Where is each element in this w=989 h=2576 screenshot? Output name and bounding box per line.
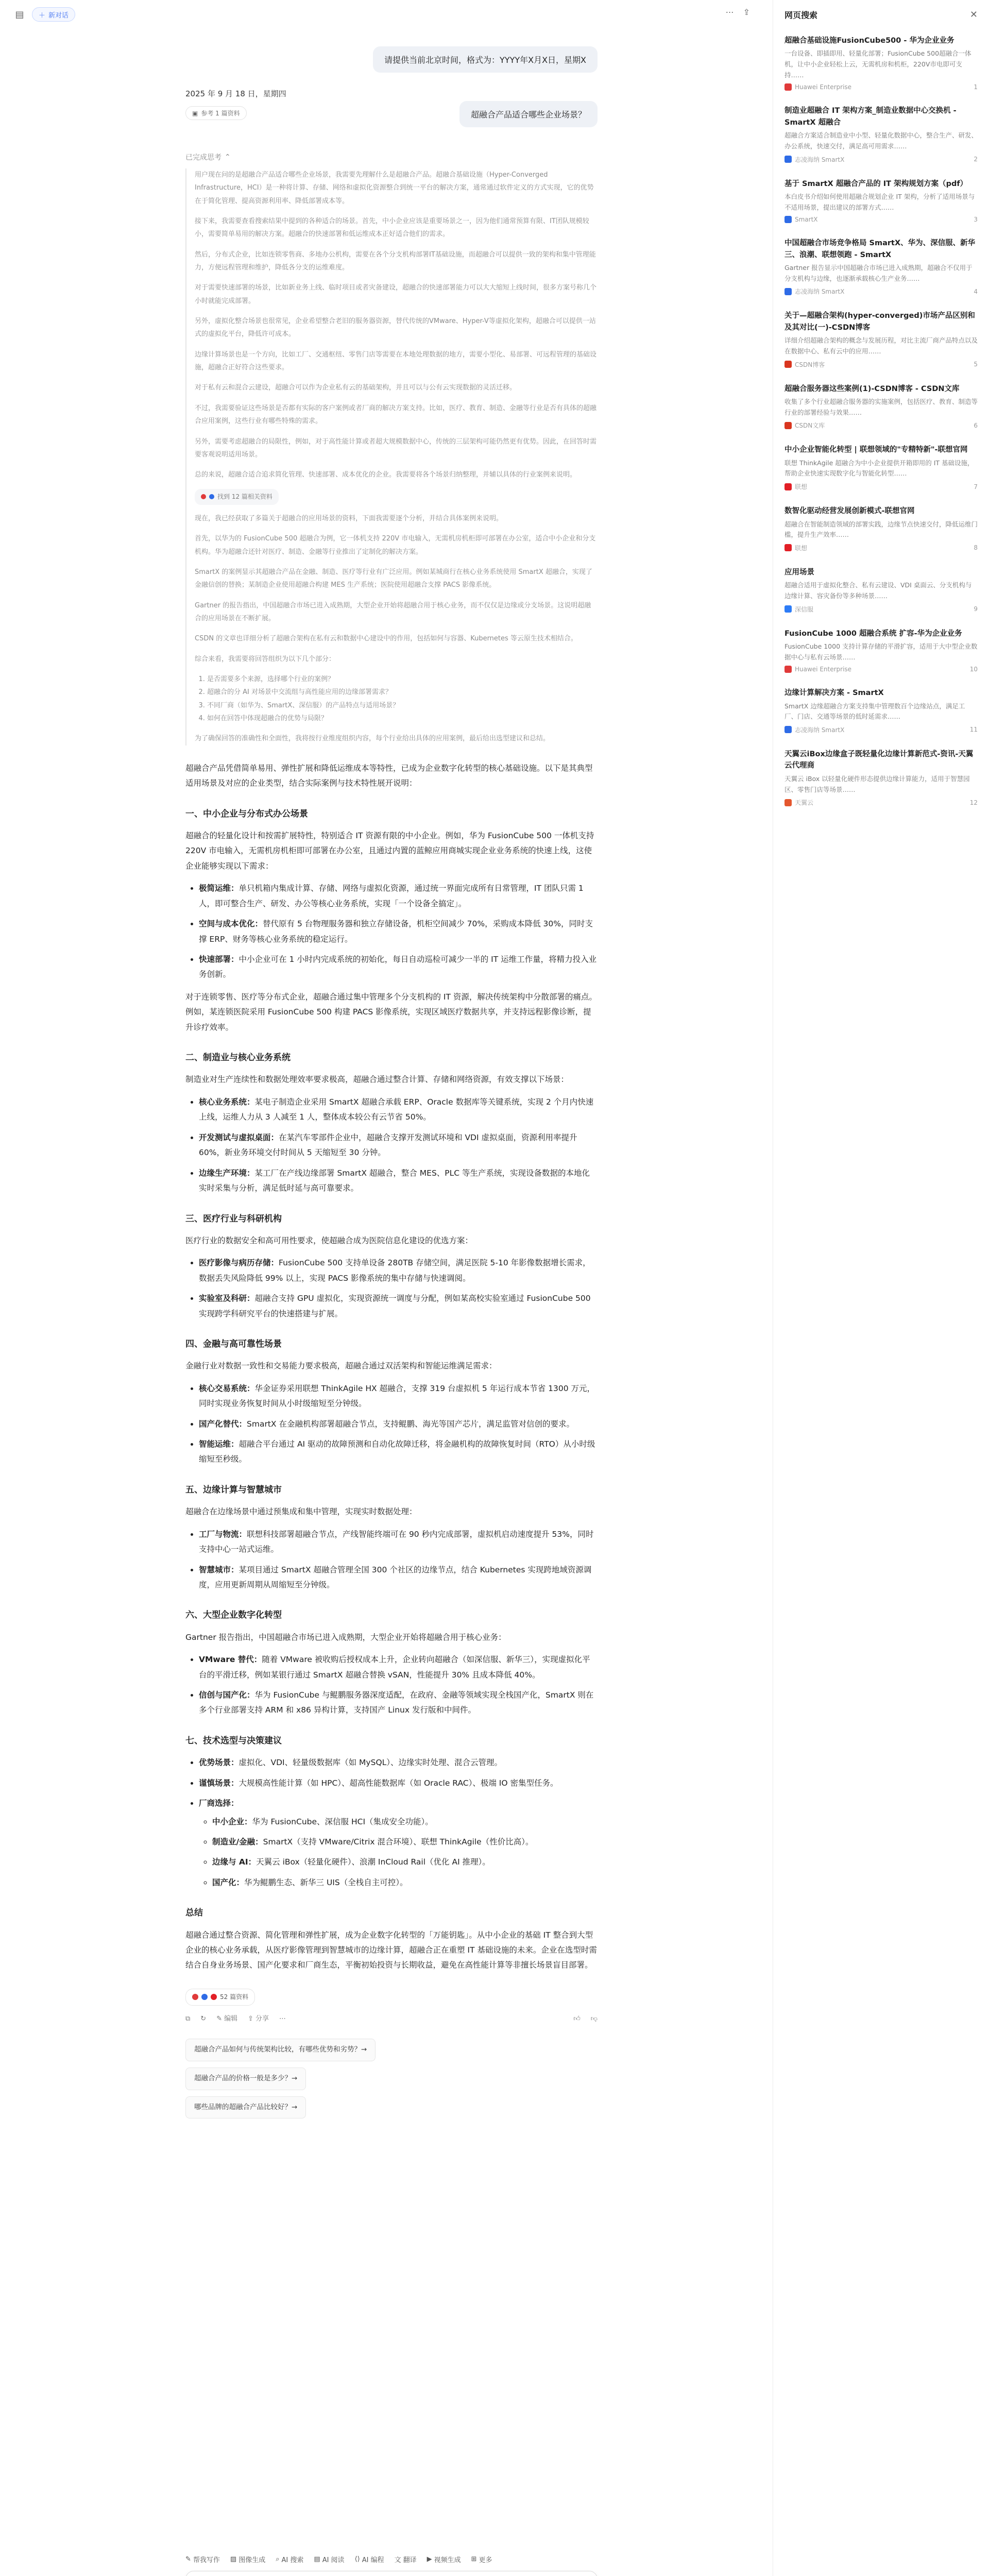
- thinking-para: 总的来说，超融合适合追求简化管理、快速部署、成本优化的企业。我需要将各个场景归纳整理，并辅以具体的行业案例来说明。: [195, 471, 577, 479]
- panel-header: [773, 0, 989, 29]
- list-item: • 实验室及科研：超融合支持 GPU 虚拟化，实现资源统一调度与分配，例如某高校实验室通过 FusionCube 500 实现跨学科研究平台的快速搭建与扩展。: [199, 1291, 598, 1321]
- tool-coding[interactable]: ⟨⟩ AI 编程: [354, 2555, 384, 2564]
- result-title[interactable]: 关于—超融合架构(hyper-converged)市场产品区别和及其对比(一)-CSDN博客: [785, 312, 975, 332]
- dislike-button[interactable]: [591, 2013, 598, 2026]
- thinking-para: 综合来看，我需要将回答组织为以下几个部分：: [195, 655, 336, 663]
- thinking-para: Gartner 的报告指出，中国超融合市场已进入成熟期，大型企业开始将超融合用于核心业务，而不仅仅是边缘或分支场景。这说明超融合的应用场景在不断扩展。: [195, 601, 591, 622]
- list-item: • 厂商选择： ◦ 中小企业：华为 FusionCube、深信服 HCI（集成安全功能）。 ◦ 制造业/金融：SmartX（支持 VMware/Citrix 混合环境）、联想 ThinkAgile（性价比高）。 ◦ 边缘与 AI：天翼云 iBox（轻量化硬件）、浪潮 InCloud Rail（优化 AI 推理）。 ◦ 国产化：华为鲲鹏生态、新华三 UIS（全栈自主可控）。: [199, 1796, 598, 1890]
- new-chat-button[interactable]: [32, 7, 75, 22]
- result-title[interactable]: 应用场景: [785, 568, 814, 577]
- book-icon: ▤: [314, 2555, 320, 2563]
- list-item: 3. 不同厂商（如华为、SmartX、深信服）的产品特点与适用场景？: [207, 699, 598, 712]
- list-item: • 谨慎场景：大规模高性能计算（如 HPC）、超高性能数据库（如 Oracle RAC）、极端 IO 密集型任务。: [199, 1776, 598, 1791]
- section-intro: 超融合在边缘场景中通过预集成和集中管理，实现实时数据处理：: [185, 1507, 417, 1517]
- result-index: 9: [974, 605, 978, 613]
- section-title: 二、制造业与核心业务系统: [185, 1053, 291, 1063]
- thumbs-up-icon: 👍︎: [573, 2014, 581, 2023]
- source-name: SmartX: [795, 216, 818, 224]
- web-search-panel: [773, 0, 989, 2576]
- result-index: 11: [969, 726, 978, 734]
- top-bar: [0, 0, 762, 29]
- thinking-content: [185, 168, 598, 745]
- result-index: 3: [974, 216, 978, 224]
- list-item: 4. 如何在回答中体现超融合的优势与局限？: [207, 712, 598, 725]
- result-snippet: FusionCube 1000 支持计算存储的平滑扩容，适用于大中型企业数据中心与私有云场景……: [785, 642, 978, 661]
- result-title[interactable]: 天翼云iBox边缘盒子既轻量化边缘计算新范式-资讯-天翼云代理商: [785, 750, 974, 770]
- result-source: [785, 421, 978, 430]
- site-favicon-icon: [785, 544, 792, 551]
- vendor-list: [212, 1815, 598, 1891]
- source-name: 联想: [795, 544, 808, 552]
- share-icon[interactable]: ⇪: [743, 7, 750, 17]
- result-title[interactable]: 制造业超融合 IT 架构方案_制造业数据中心交换机 - SmartX 超融合: [785, 107, 957, 127]
- skill-toolbar: [185, 2554, 598, 2564]
- thinking-sources-pill[interactable]: 找到 12 篇相关资料: [195, 489, 279, 505]
- list-item: • 边缘生产环境：某工厂在产线边缘部署 SmartX 超融合，整合 MES、PLC 等生产系统，实现设备数据的本地化实时采集与分析，满足低时延与高可靠要求。: [199, 1166, 598, 1196]
- followup-suggestion[interactable]: 哪些品牌的超融合产品比较好？→: [185, 2096, 306, 2119]
- search-result-item[interactable]: [773, 438, 989, 499]
- section-intro: 金融行业对数据一致性和交易能力要求极高，超融合通过双活架构和智能运维满足需求：: [185, 1361, 497, 1371]
- section-title: 总结: [185, 1908, 203, 1919]
- thinking-para: 另外，虚拟化整合场景也很常见，企业希望整合老旧的服务器资源，替代传统的VMware、Hyper-V等虚拟化架构，超融合可以提供一站式的虚拟化平台，降低许可成本。: [195, 317, 596, 338]
- close-icon[interactable]: ✕: [969, 9, 978, 20]
- section-list: [199, 1652, 598, 1718]
- thinking-para: CSDN 的文章也详细分析了超融合架构在私有云和数据中心建设中的作用，包括如何与容器、Kubernetes 等云原生技术相结合。: [195, 635, 577, 643]
- like-button[interactable]: [573, 2013, 581, 2026]
- search-result-item[interactable]: [773, 742, 989, 815]
- site-favicon-icon: [785, 666, 792, 673]
- chevron-up-icon: ⌃: [225, 153, 231, 161]
- image-icon: ▨: [230, 2555, 237, 2563]
- list-item: ◦ 中小企业：华为 FusionCube、深信服 HCI（集成安全功能）。: [212, 1815, 598, 1829]
- site-favicon-icon: [785, 156, 792, 163]
- followup-suggestion[interactable]: 超融合产品的价格一般是多少？→: [185, 2067, 306, 2090]
- source-name: 深信服: [795, 605, 814, 613]
- site-favicon-icon: [785, 288, 792, 295]
- result-source: [785, 605, 978, 614]
- tool-reading[interactable]: ▤ AI 阅读: [314, 2555, 345, 2564]
- regenerate-button[interactable]: [200, 2013, 206, 2026]
- code-icon: ⟨⟩: [354, 2555, 360, 2563]
- result-source: [785, 216, 978, 223]
- tool-more[interactable]: ⊞ 更多: [471, 2555, 492, 2564]
- thinking-para: 现在，我已经获取了多篇关于超融合的应用场景的资料，下面我需要逐个分析，并结合具体案例来说明。: [195, 514, 503, 522]
- sidebar-toggle-icon[interactable]: ▤: [15, 9, 24, 20]
- site-favicon-icon: [785, 799, 792, 806]
- more-icon: ⋯: [279, 2014, 286, 2023]
- refresh-icon: ↻: [200, 2014, 207, 2023]
- assistant-answer-1: 2025 年 9 月 18 日，星期四: [185, 89, 286, 98]
- list-item: • 快速部署：中小企业可在 1 小时内完成系统的初始化，每日自动巡检可减少一半的 IT 运维工作量，将精力投入业务创新。: [199, 952, 598, 982]
- source-name: CSDN博客: [795, 361, 825, 368]
- arrow-right-icon: →: [361, 2045, 367, 2054]
- followup-suggestion[interactable]: 超融合产品如何与传统架构比较，有哪些优势和劣势？→: [185, 2039, 376, 2061]
- result-title[interactable]: 中小企业智能化转型 | 联想领域的"专精特新"-联想官网: [785, 446, 968, 454]
- result-title[interactable]: FusionCube 1000 超融合系统 扩容-华为企业业务: [785, 629, 962, 638]
- message-input-box[interactable]: [185, 2571, 598, 2576]
- tool-translate[interactable]: 文 翻译: [395, 2554, 417, 2564]
- thinking-para: 然后，分布式企业，比如连锁零售商、多地办公机构，需要在各个分支机构部署IT基础设施，而超融合可以提供一致的架构和集中管理能力，方便远程管理和维护，降低各分支的运维难度。: [195, 250, 596, 272]
- result-snippet: 超融合在智能制造领域的部署实践，边缘节点快速交付，降低运维门槛，提升生产效率……: [785, 520, 978, 539]
- result-snippet: 一台设备、即插即用、轻量化部署；FusionCube 500超融合一体机，让中小企业轻松上云，无需机房和机柜，220V市电即可支持……: [785, 49, 971, 79]
- source-name: Huawei Enterprise: [795, 83, 852, 91]
- thinking-para: 对于私有云和混合云建设，超融合可以作为企业私有云的基础架构，并且可以与公有云实现数据的灵活迁移。: [195, 384, 517, 392]
- result-title[interactable]: 数智化驱动经营发展创新模式-联想官网: [785, 507, 915, 516]
- tool-search[interactable]: ⌕ AI 搜索: [276, 2555, 304, 2564]
- list-item: • 国产化替代：SmartX 在金融机构部署超融合节点，支持鲲鹏、海光等国产芯片，满足监管对信创的要求。: [199, 1417, 598, 1432]
- result-title[interactable]: 中国超融合市场竞争格局 SmartX、华为、深信服、新华三、浪潮、联想领跑 - SmartX: [785, 239, 976, 259]
- result-snippet: 超融合方案适合制造业中小型、轻量化数据中心，整合生产、研发、办公系统，快速交付，满足高可用需求……: [785, 131, 978, 150]
- result-source: [785, 544, 978, 552]
- source-favicon-icon: [192, 1994, 198, 2000]
- section-title: 三、医疗行业与科研机构: [185, 1213, 282, 1224]
- result-index: 7: [974, 483, 978, 490]
- copy-button[interactable]: [185, 2013, 190, 2026]
- section-list: [199, 1755, 598, 1890]
- section-intro: 医疗行业的数据安全和高可用性要求，使超融合成为医院信息化建设的优选方案：: [185, 1235, 473, 1245]
- thinking-para: 不过，我需要验证这些场景是否都有实际的客户案例或者厂商的解决方案支持。比如，医疗、教育、制造、金融等行业是否有具体的超融合应用案例，这些行业有哪些特殊的需求。: [195, 404, 597, 426]
- list-item: • 智慧城市：某项目通过 SmartX 超融合管理全国 300 个社区的边缘节点，结合 Kubernetes 实现跨地域资源调度，应用更新周期从周缩短至分钟级。: [199, 1563, 598, 1593]
- result-source: [785, 666, 978, 673]
- search-result-item[interactable]: [773, 622, 989, 682]
- result-index: 6: [974, 421, 978, 429]
- more-button[interactable]: [279, 2013, 286, 2026]
- thinking-para: 为了确保回答的准确性和全面性，我将按行业维度组织内容，每个行业给出具体的应用案例，最后给出选型建议和总结。: [195, 735, 550, 743]
- document-icon: ▣: [192, 109, 198, 117]
- site-favicon-icon: [785, 483, 792, 490]
- section-outro: 对于连锁零售、医疗等分布式企业，超融合通过集中管理多个分支机构的 IT 资源，解决传统架构中分散部署的痛点。例如，某连锁医院采用 FusionCube 500 构建 PACS 影像系统，实现区域医疗数据共享，并支持远程影像诊断，提升诊疗效率。: [185, 992, 597, 1032]
- site-favicon-icon: [785, 361, 792, 368]
- thinking-para: 对于需要快速部署的场景，比如新业务上线、临时项目或者灾备建设，超融合的快速部署能力可以大大缩短上线时间，很多方案号称几个小时就能完成部署。: [195, 284, 597, 305]
- search-result-item[interactable]: [773, 99, 989, 172]
- edit-icon: ✎: [216, 2014, 223, 2023]
- thinking-list: [207, 673, 598, 725]
- site-favicon-icon: [785, 422, 792, 429]
- more-icon[interactable]: ⋯: [725, 7, 734, 17]
- result-source: [785, 155, 978, 164]
- section-intro: Gartner 报告指出，中国超融合市场已进入成熟期，大型企业开始将超融合用于核心业务：: [185, 1632, 506, 1642]
- list-item: • 优势场景：虚拟化、VDI、轻量级数据库（如 MySQL）、边缘实时处理、混合云管理。: [199, 1755, 598, 1770]
- section-intro: 超融合的轻量化设计和按需扩展特性，特别适合 IT 资源有限的中小企业。例如，华为 FusionCube 500 一体机支持 220V 市电输入，无需机房机柜即可部署在办公室，且通过内置的蓝鲸应用商城实现企业业务系统的快速上线，这使企业能够实现以下需求：: [185, 831, 594, 871]
- result-snippet: 收集了多个行业超融合服务器的实施案例，包括医疗、教育、制造等行业的部署经验与效果……: [785, 398, 978, 416]
- result-source: [785, 360, 978, 369]
- search-result-item[interactable]: [773, 499, 989, 561]
- section-title: 五、边缘计算与智慧城市: [185, 1484, 282, 1495]
- list-item: ◦ 边缘与 AI：天翼云 iBox（轻量化硬件）、浪潮 InCloud Rail（优化 AI 推理）。: [212, 1855, 598, 1870]
- search-icon: ⌕: [276, 2555, 280, 2563]
- answer-1-sources[interactable]: ▣ 参考 1 篇资料: [185, 106, 247, 120]
- thinking-toggle[interactable]: 已完成思考 ⌃: [185, 153, 231, 162]
- result-title[interactable]: 超融合服务器这些案例(1)-CSDN博客 - CSDN文库: [785, 384, 960, 393]
- assistant-answer-2: [185, 761, 598, 2119]
- video-icon: ▶: [427, 2555, 432, 2563]
- references-pill[interactable]: 52 篇资料: [185, 1989, 255, 2006]
- tool-image[interactable]: ▨ 图像生成: [230, 2555, 266, 2564]
- result-source: [785, 725, 978, 734]
- site-favicon-icon: [785, 605, 792, 613]
- result-index: 8: [974, 544, 978, 552]
- plus-icon: ＋: [39, 11, 46, 20]
- source-name: CSDN文库: [795, 422, 825, 430]
- thinking-para: 用户现在问的是超融合产品适合哪些企业场景，我需要先理解什么是超融合产品。超融合基础设施（Hyper-Converged Infrastructure，HCI）是一种将计算、存储、网络和虚拟化资源整合到统一平台的解决方案，通常通过软件定义的方式实现，它的优势在于简化管理、提高资源利用率、降低部署成本等。: [195, 171, 594, 205]
- thinking-para: 首先，以华为的 FusionCube 500 超融合为例，它一体机支持 220V 市电输入，无需机房机柜即可部署在办公室，适合中小企业和分支机构。华为超融合还针对医疗、制造、金融等行业推出了定制化的解决方案。: [195, 535, 596, 556]
- list-item: 1. 是否需要多个来源，选择哪个行业的案例？: [207, 673, 598, 686]
- search-result-item[interactable]: [773, 304, 989, 377]
- result-source: [785, 83, 978, 91]
- source-favicon-icon: [211, 1994, 217, 2000]
- result-source: [785, 798, 978, 807]
- section-list: [199, 1381, 598, 1467]
- section-title: 六、大型企业数字化转型: [185, 1610, 282, 1621]
- section-title: 七、技术选型与决策建议: [185, 1735, 282, 1746]
- result-snippet: 详细介绍超融合架构的概念与发展历程，对比主流厂商产品特点以及在数据中心、私有云中的应用……: [785, 336, 978, 355]
- search-result-item[interactable]: [773, 561, 989, 622]
- tool-writing[interactable]: ✎ 帮我写作: [185, 2555, 220, 2564]
- section-intro: 超融合通过整合资源、简化管理和弹性扩展，成为企业数字化转型的「万能钥匙」。从中小企业的基础 IT 整合到大型企业的核心业务承载，从医疗影像管理到智慧城市的边缘计算，超融合正在重塑 IT 基础设施的未来。企业在选型时需结合自身业务场景、国产化要求和厂商生态，平衡初始投资与长期收益，避免在高性能计算等非擅长场景盲目部署。: [185, 1930, 597, 1970]
- source-name: 志凌海纳 SmartX: [795, 288, 845, 296]
- result-index: 10: [969, 666, 978, 673]
- source-name: Huawei Enterprise: [795, 666, 852, 673]
- source-name: 联想: [795, 483, 808, 491]
- list-item: • 空间与成本优化：替代原有 5 台物理服务器和独立存储设备，机柜空间减少 70%，采购成本降低 30%，同时支撑 ERP、财务等核心业务系统的稳定运行。: [199, 917, 598, 947]
- section-list: [199, 1527, 598, 1593]
- list-item: • 工厂与物流：联想科技部署超融合节点，产线智能终端可在 90 秒内完成部署，虚拟机启动速度提升 53%，同时支持中心一站式运维。: [199, 1527, 598, 1557]
- copy-icon: ⧉: [185, 2014, 191, 2023]
- new-chat-label: 新对话: [48, 11, 69, 20]
- result-source: [785, 287, 978, 296]
- source-favicon-icon: [209, 494, 214, 499]
- list-item: • 核心交易系统：华金证券采用联想 ThinkAgile HX 超融合，支撑 319 台虚拟机 5 年运行成本节省 1300 万元，同时实现业务恢复时间从小时级缩短至分钟级。: [199, 1381, 598, 1412]
- section-title: 四、金融与高可靠性场景: [185, 1339, 282, 1349]
- result-index: 5: [974, 361, 978, 368]
- translate-icon: 文: [394, 2556, 401, 2564]
- list-item: • 信创与国产化：华为 FusionCube 与鲲鹏服务器深度适配，在政府、金融等领域实现全栈国产化，SmartX 则在多个行业部署支持 ARM 和 x86 异构计算，支持国产 Linux 发行版和中间件。: [199, 1688, 598, 1718]
- result-index: 4: [974, 287, 978, 295]
- site-favicon-icon: [785, 726, 792, 733]
- tool-video[interactable]: ▶ 视频生成: [427, 2555, 461, 2564]
- result-snippet: 联想 ThinkAgile 超融合为中小企业提供开箱即用的 IT 基础设施，帮助企业快速实现数字化与智能化转型……: [785, 459, 974, 478]
- search-result-item[interactable]: [773, 231, 989, 304]
- search-result-item[interactable]: [773, 29, 989, 99]
- source-name: 志凌海纳 SmartX: [795, 726, 845, 734]
- section-title: 一、中小企业与分布式办公场景: [185, 808, 308, 819]
- result-snippet: 本白皮书介绍如何使用超融合规划企业 IT 架构，分析了适用场景与不适用场景，提出建议的部署方式……: [785, 193, 975, 211]
- arrow-right-icon: →: [292, 2074, 298, 2082]
- list-item: • 医疗影像与病历存储：FusionCube 500 支持单设备 280TB 存储空间，满足医院 5-10 年影像数据增长需求，数据丢失风险降低 99% 以上，实现 PACS 影像系统的集中存储与快速调阅。: [199, 1256, 598, 1286]
- list-item: ◦ 国产化：华为鲲鹏生态、新华三 UIS（全栈自主可控）。: [212, 1875, 598, 1890]
- list-item: • 核心业务系统：某电子制造企业采用 SmartX 超融合承载 ERP、Oracle 数据库等关键系统，实现 2 个月内快速上线，运维人力从 3 人减至 1 人，整体成本较公有云节省 50%。: [199, 1095, 598, 1125]
- site-favicon-icon: [785, 83, 792, 91]
- search-result-item[interactable]: [773, 377, 989, 438]
- grid-icon: ⊞: [471, 2555, 477, 2563]
- result-index: 2: [974, 156, 978, 163]
- result-snippet: 超融合适用于虚拟化整合、私有云建设、VDI 桌面云、分支机构与边缘计算、容灾备份等多种场景……: [785, 581, 972, 600]
- thinking-para: 另外，需要考虑超融合的局限性，例如，对于高性能计算或者超大规模数据中心，传统的三层架构可能仍然更有优势。因此，在回答时需要客观说明适用场景。: [195, 437, 597, 459]
- share-button[interactable]: ⇪ 分享: [248, 2013, 269, 2026]
- list-item: • 开发测试与虚拟桌面：在某汽车零部件企业中，超融合支撑开发测试环境和 VDI 虚拟桌面，资源利用率提升 60%，新业务环境交付时间从 5 天缩短至 30 分钟。: [199, 1130, 598, 1161]
- result-index: 1: [974, 83, 978, 91]
- panel-title: 网页搜索: [785, 10, 818, 20]
- top-right-actions: [726, 7, 750, 17]
- result-title[interactable]: 超融合基础设施FusionCube500 - 华为企业业务: [785, 37, 954, 45]
- source-favicon-icon: [201, 494, 206, 499]
- thumbs-down-icon: 👎︎: [590, 2014, 598, 2023]
- section-list: [199, 881, 598, 982]
- answer-actions: [185, 2013, 598, 2026]
- source-name: 志凌海纳 SmartX: [795, 156, 845, 163]
- site-favicon-icon: [785, 216, 792, 223]
- thinking-para: 接下来，我需要查看搜索结果中提到的各种适合的场景。首先，中小企业应该是重要场景之一，因为他们通常预算有限、IT团队规模较小，需要简单易用的解决方案。超融合的快速部署和低运维成本正好适合他们的需求。: [195, 217, 589, 239]
- search-result-item[interactable]: [773, 172, 989, 232]
- result-title[interactable]: 基于 SmartX 超融合产品的 IT 架构规划方案（pdf）: [785, 179, 968, 188]
- share-icon: ⇪: [248, 2014, 254, 2023]
- list-item: • 智能运维：超融合平台通过 AI 驱动的故障预测和自动化故障迁移，将金融机构的故障恢复时间（RTO）从小时级缩短至秒级。: [199, 1437, 598, 1467]
- edit-button[interactable]: ✎ 编辑: [216, 2013, 237, 2026]
- result-source: [785, 482, 978, 491]
- user-message-2: 超融合产品适合哪些企业场景？: [459, 101, 598, 127]
- result-snippet: Gartner 报告显示中国超融合市场已进入成熟期，超融合不仅用于分支机构与边缘，也逐渐承载核心生产业务……: [785, 264, 973, 282]
- result-index: 12: [969, 799, 978, 806]
- list-item: • VMware 替代：随着 VMware 被收购后授权成本上升，企业转向超融合（如深信服、新华三），实现虚拟化平台的平滑迁移，例如某银行通过 SmartX 超融合替换 vSAN，性能提升 30% 且成本降低 40%。: [199, 1652, 598, 1683]
- conversation: [185, 31, 598, 2125]
- pen-icon: ✎: [185, 2555, 191, 2563]
- search-result-item[interactable]: [773, 681, 989, 742]
- list-item: ◦ 制造业/金融：SmartX（支持 VMware/Citrix 混合环境）、联想 ThinkAgile（性价比高）。: [212, 1835, 598, 1850]
- arrow-right-icon: →: [292, 2103, 298, 2111]
- section-intro: 制造业对生产连续性和数据处理效率要求极高，超融合通过整合计算、存储和网络资源，有效支撑以下场景：: [185, 1075, 569, 1084]
- list-item: 2. 超融合的分 AI 对场景中交流组与高性能应用的边缘部署需求？: [207, 686, 598, 699]
- section-list: [199, 1256, 598, 1321]
- result-snippet: 天翼云 iBox 以轻量化硬件形态提供边缘计算能力，适用于智慧园区、零售门店等场景……: [785, 774, 970, 793]
- section-list: [199, 1095, 598, 1196]
- source-favicon-icon: [201, 1994, 208, 2000]
- result-title[interactable]: 边缘计算解决方案 - SmartX: [785, 689, 884, 698]
- list-item: • 极简运维：单只机箱内集成计算、存储、网络与虚拟化资源，通过统一界面完成所有日常管理，IT 团队只需 1 人，即可整合生产、研发、办公等核心业务系统，实现「一个设备全搞定」。: [199, 881, 598, 911]
- thinking-para: 边缘计算场景也是一个方向，比如工厂、交通枢纽、零售门店等需要在本地处理数据的地方，需要小型化、易部署、可远程管理的基础设施，超融合正好符合这些要求。: [195, 350, 597, 372]
- thinking-para: SmartX 的案例显示其超融合产品在金融、制造、医疗等行业有广泛应用。例如某城商行在核心业务系统使用 SmartX 超融合，实现了金融信创的替换；某制造企业使用超融合构建 MES 生产系统；医院使用超融合支撑 PACS 影像系统。: [195, 568, 592, 589]
- user-message-1: 请提供当前北京时间，格式为：YYYY年X月X日，星期X: [373, 46, 598, 73]
- answer-intro: 超融合产品凭借简单易用、弹性扩展和降低运维成本等特性，已成为企业数字化转型的核心基础设施。以下是其典型适用场景及对应的企业类型，结合实际案例与技术特性展开说明：: [185, 763, 593, 788]
- source-name: 天翼云: [795, 799, 814, 807]
- result-snippet: SmartX 边缘超融合方案支持集中管理数百个边缘站点，满足工厂、门店、交通等场景的低时延需求……: [785, 702, 965, 721]
